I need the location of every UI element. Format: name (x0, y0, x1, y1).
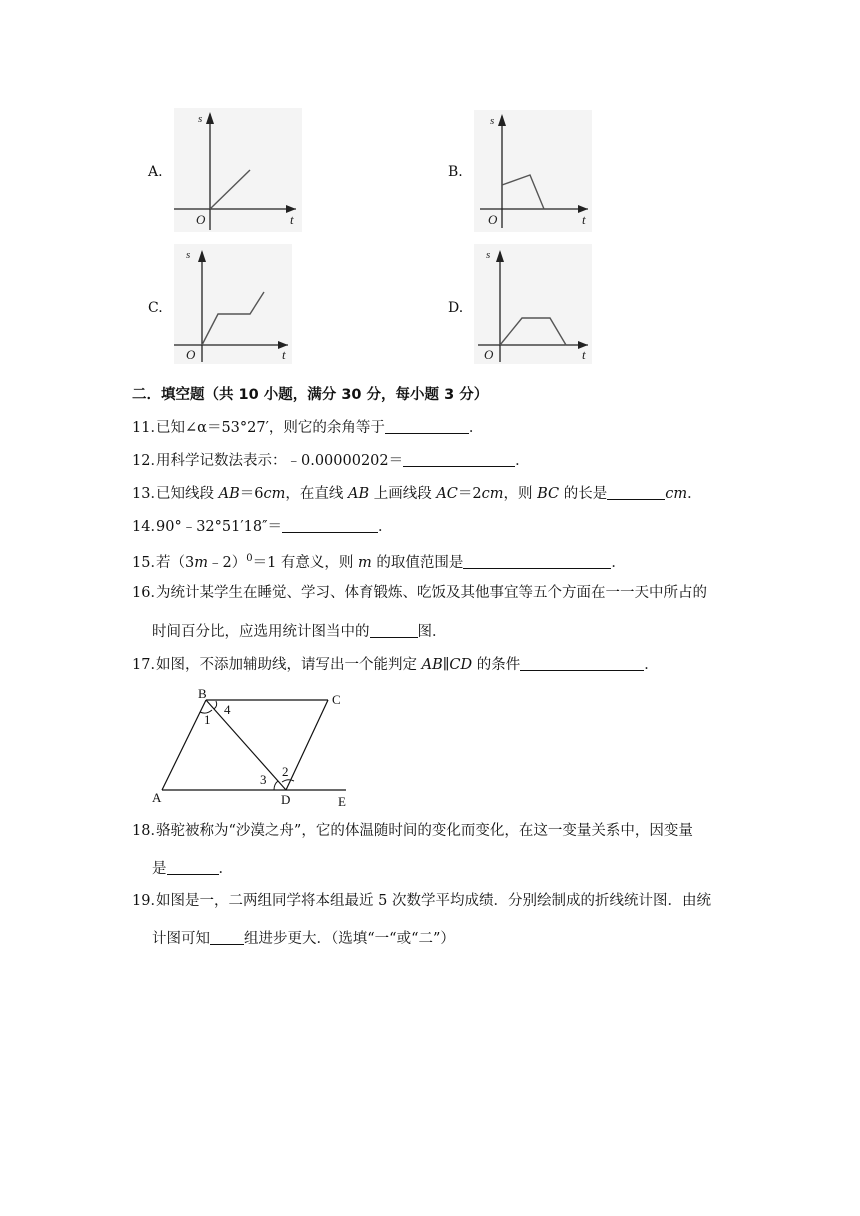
graph-d (474, 244, 592, 364)
figure-17-angle-1: 1 (204, 712, 211, 727)
question-19: 19．如图是一，二两组同学将本组最近 5 次数学平均成绩．分别绘制成的折线统计图．由统 (132, 893, 711, 909)
question-17: 17．如图，不添加辅助线，请写出一个能判定 AB∥CD 的条件 ． (132, 657, 659, 673)
question-12: 12．用科学记数法表示：﹣0.00000202＝ ． (132, 453, 530, 469)
graph-c-t-label: t (282, 347, 286, 362)
answer-blank-14[interactable] (282, 517, 378, 533)
question-16: 16．为统计某学生在睡觉、学习、体育锻炼、吃饭及其他事宜等五个方面在一一天中所占的 (132, 585, 707, 601)
answer-blank-13[interactable] (607, 484, 665, 500)
answer-blank-15[interactable] (463, 553, 611, 569)
option-a-label: A. (148, 164, 163, 180)
answer-blank-16[interactable] (370, 622, 418, 638)
graph-b-line (502, 175, 544, 209)
answer-blank-18[interactable] (167, 859, 219, 875)
graph-a-s-label: s (198, 113, 203, 125)
graph-a-t-label: t (290, 212, 294, 227)
graph-a-origin-label: O (196, 212, 206, 227)
answer-blank-11[interactable] (385, 418, 469, 434)
graph-a (174, 108, 302, 232)
question-13: 13．已知线段 AB＝6cm，在直线 AB 上画线段 AC＝2cm，则 BC 的长是 cm． (132, 486, 702, 502)
section-heading: 二．填空题（共 10 小题，满分 30 分，每小题 3 分） (132, 387, 489, 403)
answer-blank-19[interactable] (210, 929, 244, 945)
question-16-line2: 时间百分比，应选用统计图当中的 图． (152, 624, 447, 640)
question-15: 15．若（3m﹣2）$^0$＝1 有意义，则 m 的取值范围是 ． (132, 553, 626, 571)
option-c-label: C. (148, 300, 163, 316)
graph-b (474, 110, 592, 232)
figure-17-angle-4: 4 (224, 702, 231, 717)
question-14: 14．90°﹣32°51′18″＝ ． (132, 519, 393, 535)
question-18-line2: 是 ． (152, 861, 233, 877)
figure-17-angle-3: 3 (260, 772, 267, 787)
option-d-label: D. (448, 300, 464, 316)
answer-blank-12[interactable] (403, 451, 515, 467)
graph-c-s-label: s (186, 249, 191, 261)
graph-b-origin-label: O (488, 212, 498, 227)
option-b-label: B. (448, 164, 463, 180)
graph-d-origin-label: O (484, 347, 494, 362)
figure-17-label-a: A (152, 790, 162, 805)
figure-17-label-d: D (281, 792, 291, 807)
graph-d-line (500, 318, 566, 345)
graph-c-origin-label: O (186, 347, 196, 362)
figure-17 (148, 684, 358, 810)
graph-d-t-label: t (582, 347, 586, 362)
figure-17-label-e: E (338, 794, 346, 809)
graph-c-line (202, 292, 264, 345)
graph-b-s-label: s (490, 115, 495, 127)
figure-17-label-b: B (198, 686, 207, 701)
graph-c (174, 244, 292, 364)
graph-a-line (210, 170, 250, 209)
question-11: 11．已知∠α＝53°27′，则它的余角等于 ． (132, 420, 484, 436)
graph-d-s-label: s (486, 249, 491, 261)
question-18: 18．骆驼被称为“沙漠之舟”，它的体温随时间的变化而变化，在这一变量关系中，因变量 (132, 823, 693, 839)
figure-17-angle-2: 2 (282, 764, 289, 779)
answer-blank-17[interactable] (520, 655, 644, 671)
question-19-line2: 计图可知 组进步更大．（选填“一“或“二”） (152, 931, 455, 947)
graph-b-t-label: t (582, 212, 586, 227)
figure-17-label-c: C (332, 692, 341, 707)
